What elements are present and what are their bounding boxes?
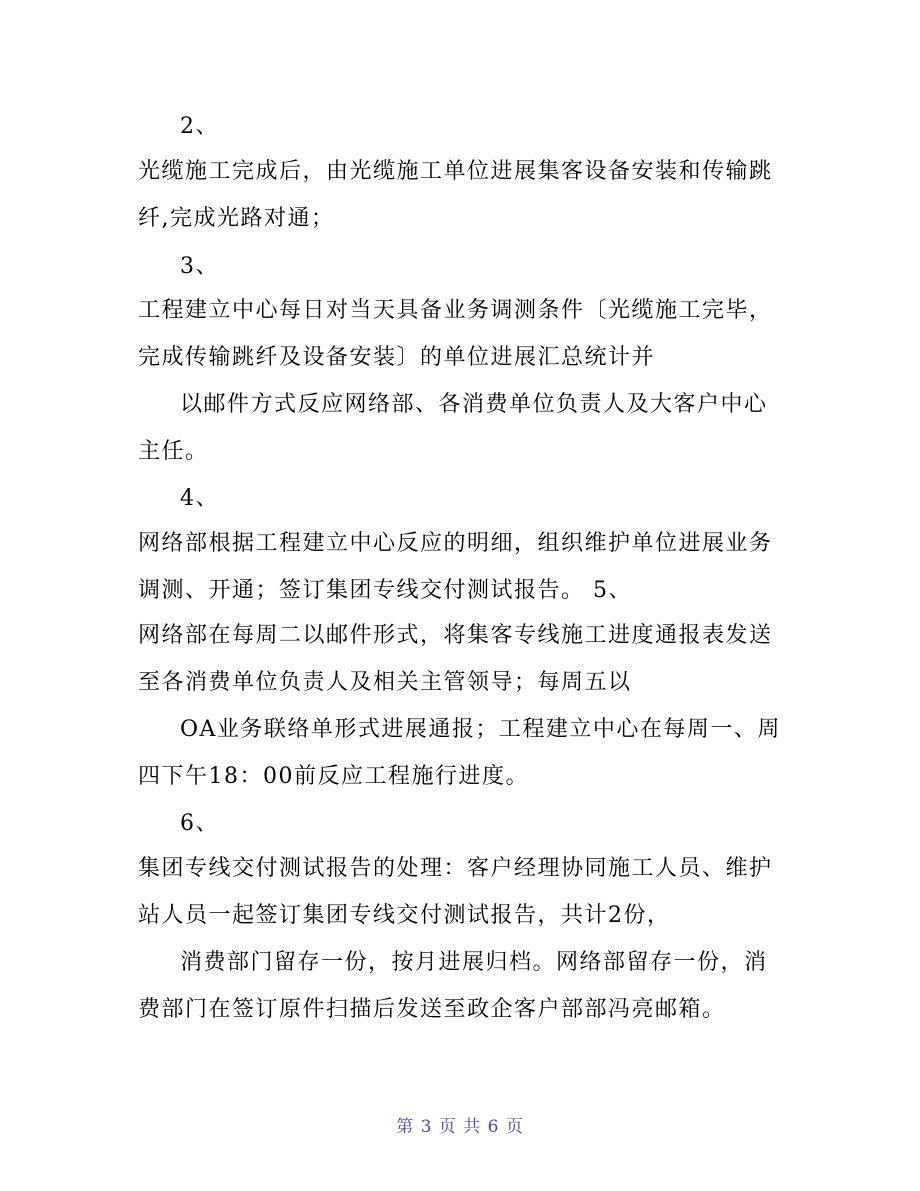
item-number-2: 2、: [180, 114, 219, 139]
page-footer: 第 3 页 共 6 页: [396, 1117, 524, 1137]
paragraph-line: 消费部门留存一份，按月进展归档。网络部留存一份，消: [180, 950, 768, 975]
paragraph-line: 主任。: [138, 439, 209, 464]
paragraph-line: 完成传输跳纤及设备安装〕的单位进展汇总统计并: [138, 345, 656, 370]
paragraph-line: 调测、开通；签订集团专线交付测试报告。 5、: [138, 578, 632, 603]
paragraph-line: 网络部根据工程建立中心反应的明细，组织维护单位进展业务: [138, 531, 773, 556]
item-number-6: 6、: [180, 811, 219, 836]
paragraph-line: 费部门在签订原件扫描后发送至政企客户部部冯亮邮箱。: [138, 997, 726, 1022]
paragraph-line: 纤,完成光路对通；: [138, 206, 335, 231]
item-number-4: 4、: [180, 486, 219, 511]
paragraph-line: 光缆施工完成后，由光缆施工单位进展集客设备安装和传输跳: [138, 159, 773, 184]
paragraph-line: 四下午18：00前反应工程施行进度。: [138, 764, 529, 789]
paragraph-line: 工程建立中心每日对当天具备业务调测条件〔光缆施工完毕，: [138, 298, 773, 323]
item-number-3: 3、: [180, 254, 219, 279]
paragraph-line: 站人员一起签订集团专线交付测试报告，共计2份，: [138, 903, 671, 928]
paragraph-line: 网络部在每周二以邮件形式，将集客专线施工进度通报表发送: [138, 623, 773, 648]
paragraph-line: 以邮件方式反应网络部、各消费单位负责人及大客户中心: [180, 392, 768, 417]
paragraph-line: 集团专线交付测试报告的处理：客户经理协同施工人员、维护: [138, 856, 773, 881]
paragraph-line: OA业务联络单形式进展通报；工程建立中心在每周一、周: [180, 717, 781, 742]
paragraph-line: 至各消费单位负责人及相关主管领导；每周五以: [138, 670, 632, 695]
